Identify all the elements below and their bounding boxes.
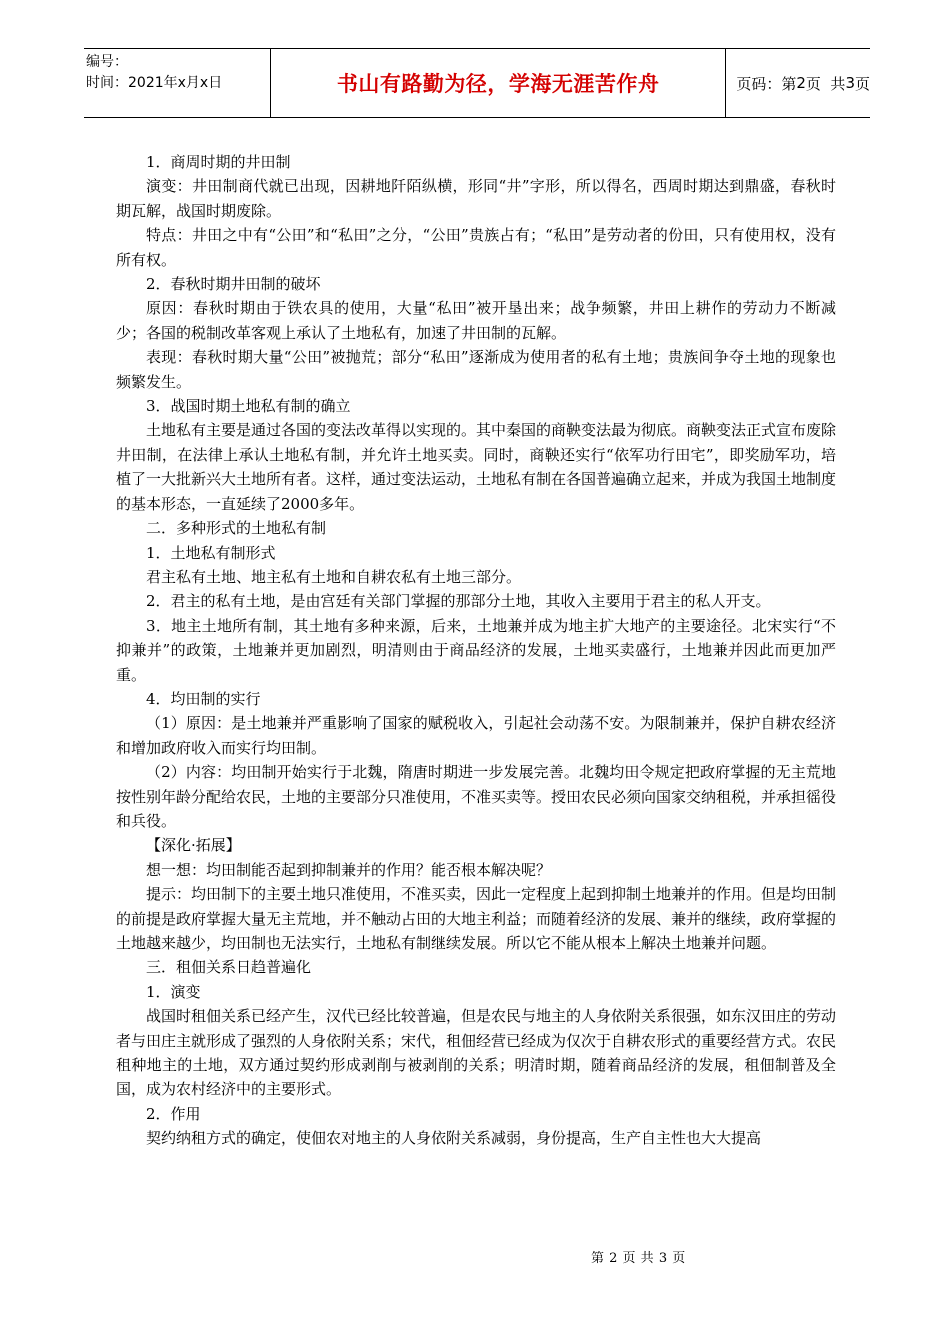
document-body <box>116 150 836 1151</box>
page-end: 页 <box>854 74 870 93</box>
footer-prefix: 第 <box>591 1251 610 1266</box>
paragraph: 2．作用 <box>146 1104 201 1123</box>
paragraph: 表现：春秋时期大量“公田”被抛荒；部分“私田”逐渐成为使用者的私有土地；贵族间争夺土地的现象也频繁发生。 <box>116 348 836 391</box>
paragraph: （1）原因：是土地兼并严重影响了国家的赋税收入，引起社会动荡不安。为限制兼并，保护自耕农经济和增加政府收入而实行均田制。 <box>116 714 836 757</box>
paragraph: 提示：均田制下的主要土地只准使用，不准买卖，因此一定程度上起到抑制土地兼并的作用。但是均田制的前提是政府掌握大量无主荒地，并不触动占田的大地主利益；而随着经济的发展、兼并的继续，政府掌握的土地越来越少，均田制也无法实行，土地私有制继续发展。所以它不能从根本上解决土地兼并问题。 <box>116 885 837 952</box>
paragraph: 1．演变 <box>146 982 201 1001</box>
paragraph: 三．租佃关系日趋普遍化 <box>146 958 312 977</box>
page-total: 3 <box>845 74 855 92</box>
paragraph: 3．地主土地所有制，其土地有多种来源，后来，土地兼并成为地主扩大地产的主要途径。北宋实行“不抑兼并”的政策，土地兼并更加剧烈，明清则由于商品经济的发展，土地买卖盛行，土地兼并因此而更加严重。 <box>116 616 836 684</box>
paragraph: 特点：井田之中有“公田”和“私田”之分，“公田”贵族占有；“私田”是劳动者的份田，只有使用权，没有所有权。 <box>116 226 836 269</box>
paragraph: 二．多种形式的土地私有制 <box>146 519 327 538</box>
header-meta <box>84 49 271 117</box>
page-current: 2 <box>796 74 806 92</box>
paragraph: 想一想：均田制能否起到抑制兼并的作用？能否根本解决呢？ <box>146 860 552 879</box>
footer-current: 2 <box>609 1251 618 1266</box>
paragraph: 原因：春秋时期由于铁农具的使用，大量“私田”被开垦出来；战争频繁，井田上耕作的劳动力不断减少；各国的税制改革客观上承认了土地私有，加速了井田制的瓦解。 <box>116 299 836 342</box>
page-footer <box>591 1247 686 1266</box>
paragraph: 【深化·拓展】 <box>146 836 241 855</box>
footer-total: 3 <box>658 1251 668 1266</box>
paragraph: 3．战国时期土地私有制的确立 <box>146 397 351 416</box>
paragraph: 4．均田制的实行 <box>146 689 261 708</box>
page-header <box>84 48 870 118</box>
footer-mid: 页 共 <box>617 1251 659 1266</box>
footer-suffix: 页 <box>667 1251 686 1266</box>
number-label: 编号： <box>86 54 128 70</box>
paragraph: 演变：井田制商代就已出现，因耕地阡陌纵横，形同“井”字形，所以得名，西周时期达到鼎盛，春秋时期瓦解，战国时期废除。 <box>116 177 836 220</box>
paragraph: 1．土地私有制形式 <box>146 543 276 562</box>
paragraph: 契约纳租方式的确定，使佃农对地主的人身依附关系减弱，身份提高，生产自主性也大大提高 <box>146 1129 762 1148</box>
paragraph: 1．商周时期的井田制 <box>146 153 291 171</box>
paragraph: 战国时租佃关系已经产生，汉代已经比较普遍，但是农民与地主的人身依附关系很强，如东汉田庄的劳动者与田庄主就形成了强烈的人身依附关系；宋代，租佃经营已经成为仅次于自耕农形式的重要经营方式。农民租种地主的土地，双方通过契约形成剥削与被剥削的关系；明清时期，随着商品经济的发展，租佃制普及全国，成为农村经济中的主要形式。 <box>116 1007 837 1099</box>
page-mid: 页 共 <box>805 74 846 93</box>
paragraph: 土地私有主要是通过各国的变法改革得以实现的。其中秦国的商鞅变法最为彻底。商鞅变法正式宣布废除井田制，在法律上承认土地私有制，并允许土地买卖。同时，商鞅还实行“依军功行田宅”，即奖励军功，培植了一大批新兴大土地所有者。这样，通过变法运动，土地私有制在各国普遍确立起来，并成为我国土地制度的基本形态，一直延续了2000多年。 <box>116 421 837 513</box>
time-label: 时间：2021年x月x日 <box>86 75 223 91</box>
page-label: 页码：第 <box>736 74 797 93</box>
paragraph: （2）内容：均田制开始实行于北魏，隋唐时期进一步发展完善。北魏均田令规定把政府掌握的无主荒地按性别年龄分配给农民，土地的主要部分只准使用，不准买卖等。授田农民必须向国家交纳租税，并承担徭役和兵役。 <box>116 763 837 830</box>
paragraph: 2．君主的私有土地，是由宫廷有关部门掌握的那部分土地，其收入主要用于君主的私人开支。 <box>146 592 771 611</box>
header-motto: 书山有路勤为径，学海无涯苦作舟 <box>271 49 726 117</box>
paragraph: 2．春秋时期井田制的破坏 <box>146 275 321 294</box>
header-page-number <box>726 49 870 117</box>
paragraph: 君主私有土地、地主私有土地和自耕农私有土地三部分。 <box>146 567 522 586</box>
